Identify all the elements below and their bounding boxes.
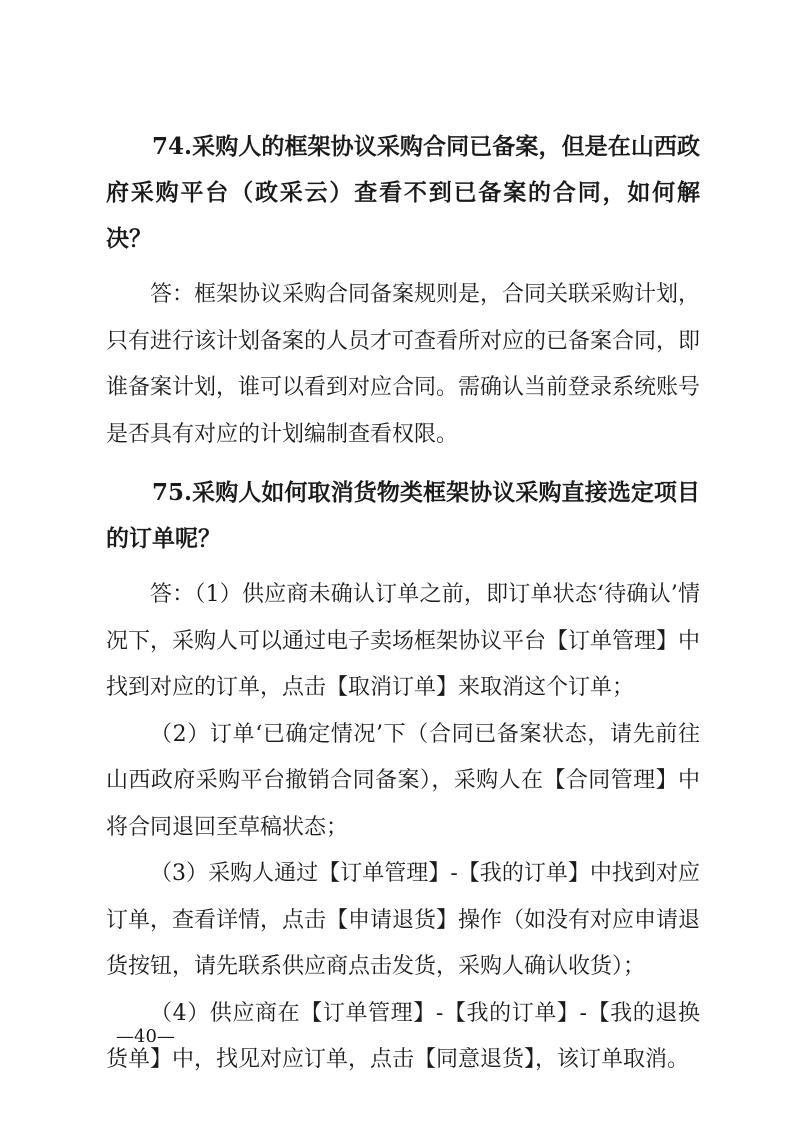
question-74: 74.采购人的框架协议采购合同已备案，但是在山西政府采购平台（政采云）查看不到已备案的合同，如何解决？ xyxy=(106,133,700,252)
answer-75-step-2: （2）订单‘已确定情况’下（合同已备案状态，请先前往山西政府采购平台撤销合同备案），采购人在【合同管理】中将合同退回至草稿状态； xyxy=(106,721,700,840)
document-page xyxy=(106,124,700,1084)
answer-75-step-3: （3）采购人通过【订单管理】-【我的订单】中找到对应订单，查看详情，点击【申请退货】操作（如没有对应申请退货按钮，请先联系供应商点击发货，采购人确认收货）； xyxy=(106,861,701,979)
answer-75-step-4: （4）供应商在【订单管理】-【我的订单】-【我的退换货单】中，找见对应订单，点击【同意退货】，该订单取消。 xyxy=(106,1000,700,1072)
answer-75-step-1: 答：（1）供应商未确认订单之前，即订单状态‘待确认’情况下，采购人可以通过电子卖场框架协议平台【订单管理】中找到对应的订单，点击【取消订单】来取消这个订单； xyxy=(106,582,701,700)
page-number: —40— xyxy=(116,1026,175,1047)
question-75: 75.采购人如何取消货物类框架协议采购直接选定项目的订单呢？ xyxy=(106,479,700,552)
answer-74: 答：框架协议采购合同备案规则是，合同关联采购计划，只有进行该计划备案的人员才可查看所对应的已备案合同，即谁备案计划，谁可以看到对应合同。需确认当前登录系统账号是否具有对应的计划编制查看权限。 xyxy=(106,282,701,447)
